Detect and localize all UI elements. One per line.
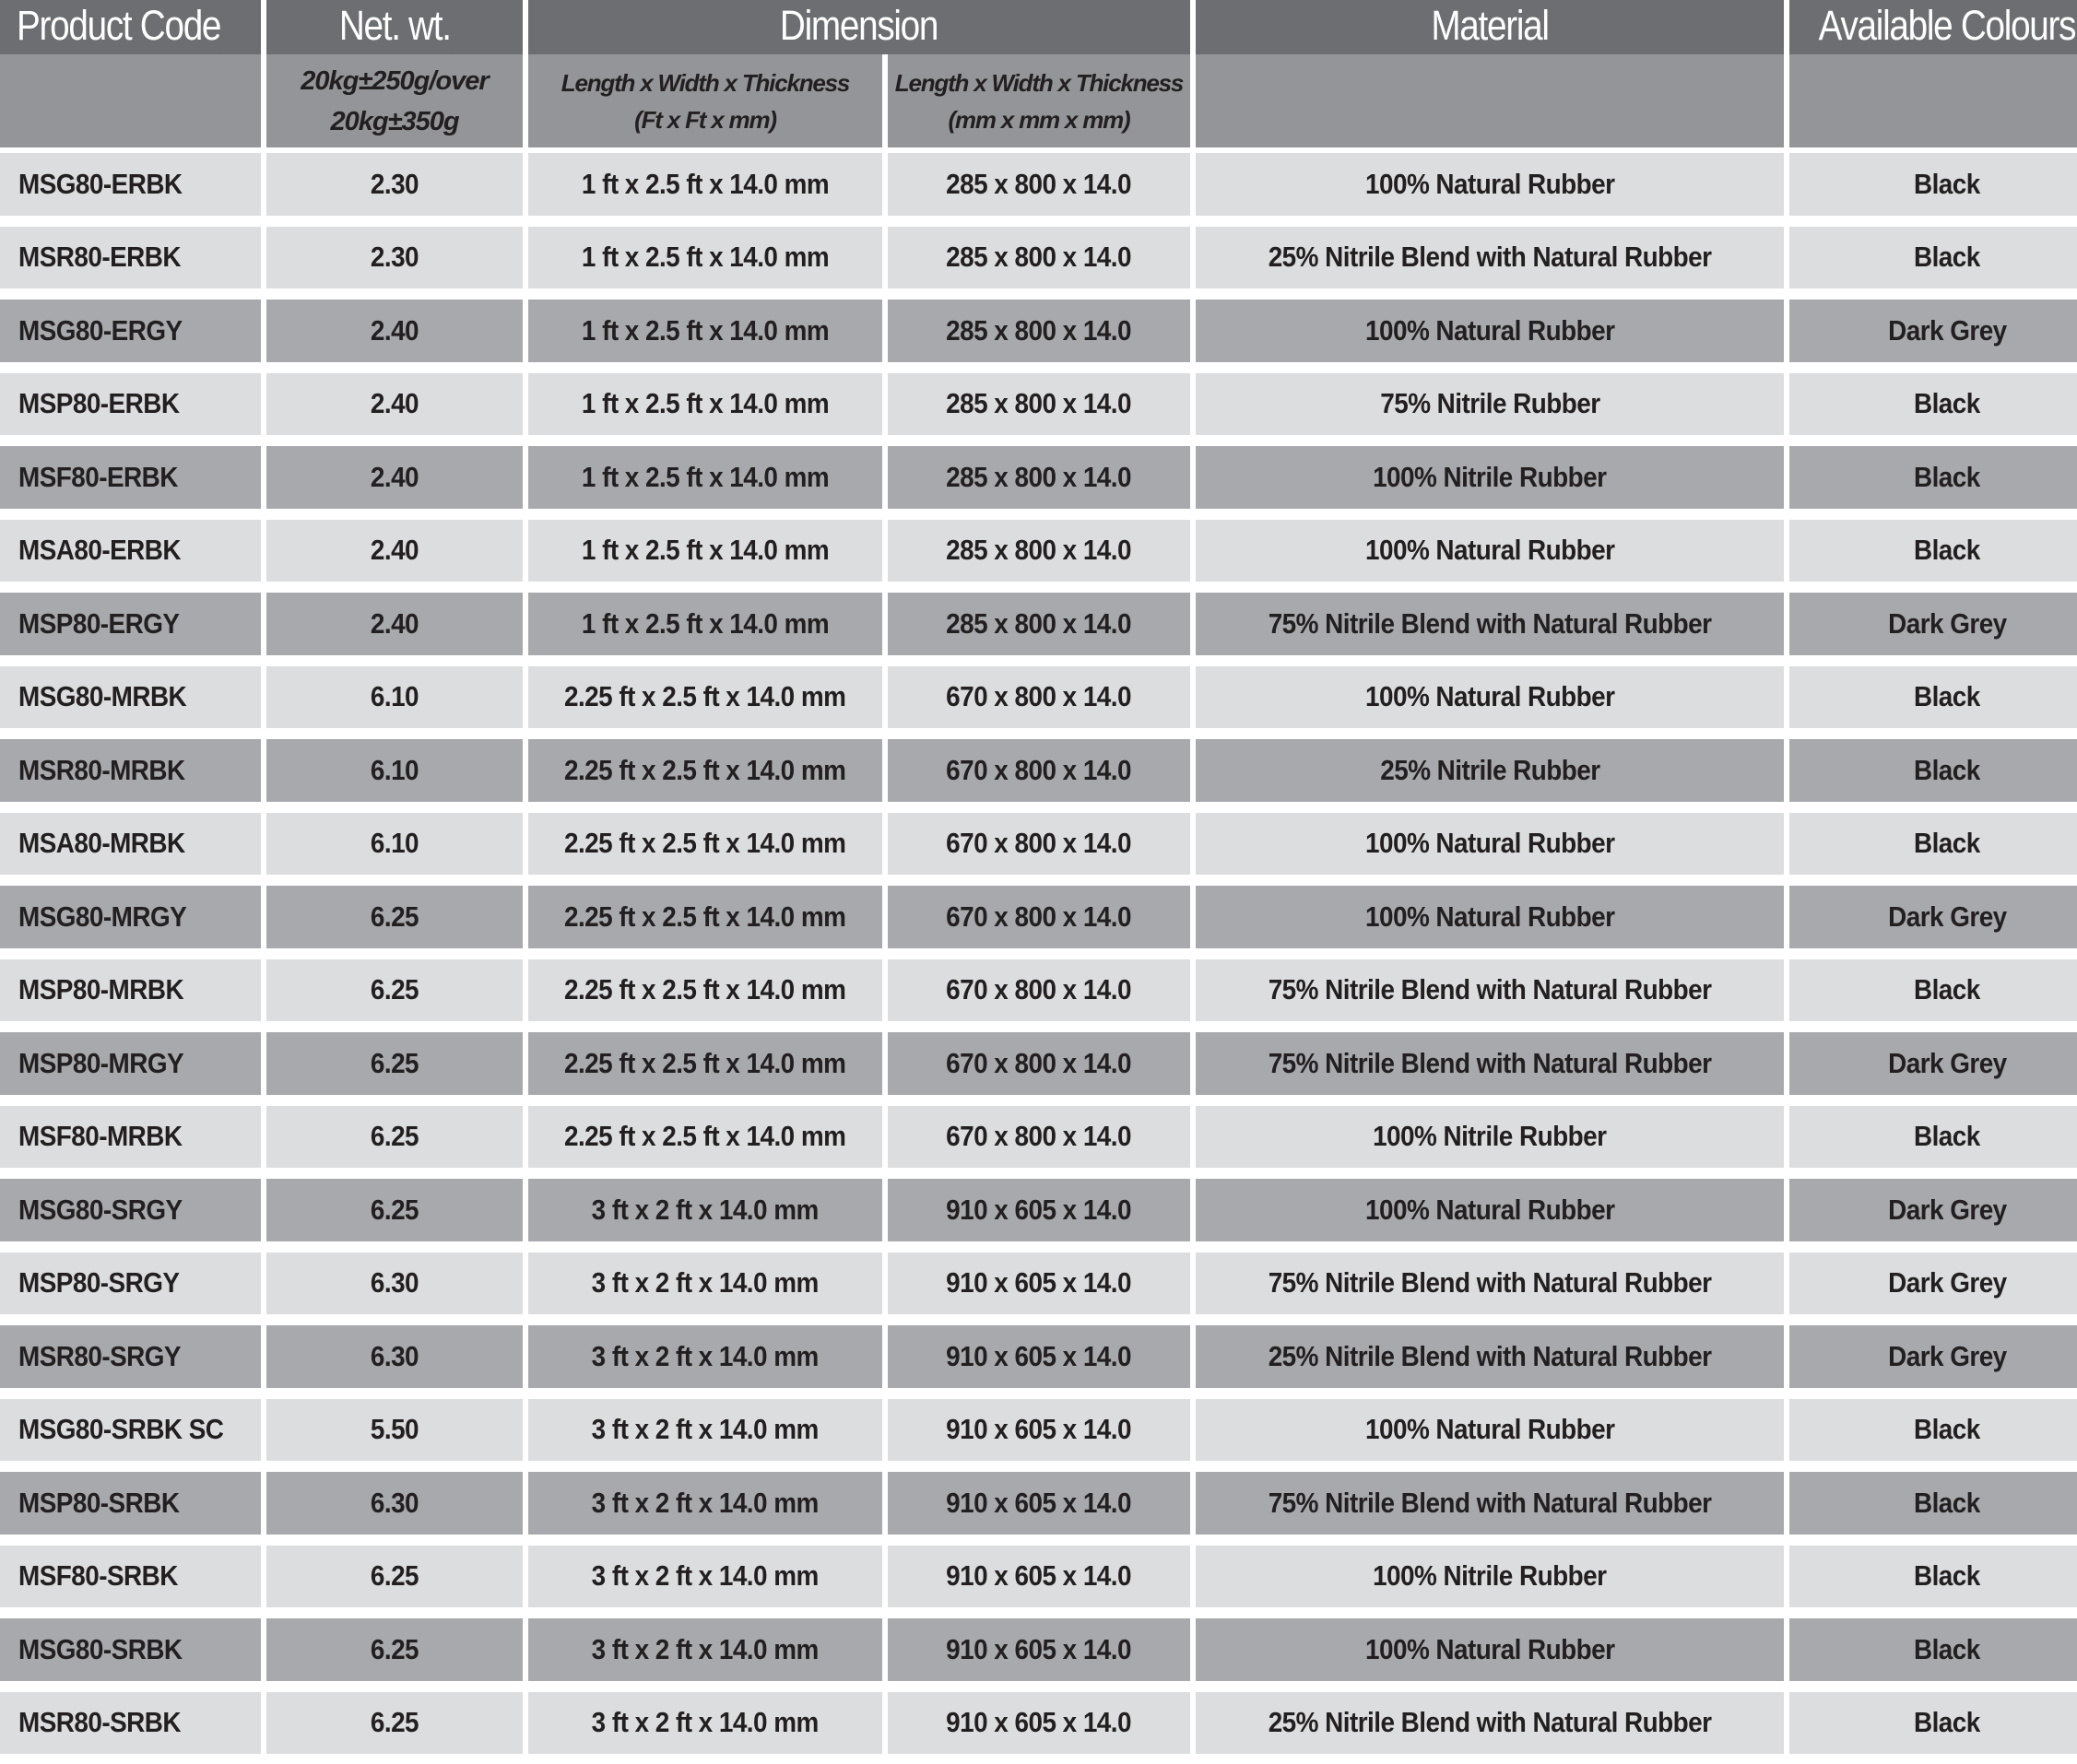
dimension-ft-cell-text: 3 ft x 2 ft x 14.0 mm (591, 1193, 820, 1226)
material-cell (1196, 959, 1784, 1022)
dimension-ft-cell (528, 1472, 882, 1535)
colour-cell-text: Black (1914, 1486, 1980, 1519)
subheader-material (1196, 54, 1784, 147)
product-code-cell (0, 520, 261, 582)
colour-cell (1789, 1618, 2077, 1681)
product-code-cell (0, 446, 261, 509)
product-code-cell-text: MSG80-MRBK (18, 680, 187, 713)
dimension-ft-cell (528, 1179, 882, 1241)
dimension-mm-cell (888, 666, 1190, 729)
material-cell-text: 25% Nitrile Blend with Natural Rubber (1268, 1339, 1712, 1372)
colour-cell-text: Black (1914, 1706, 1980, 1739)
subheader-dim-ft (528, 54, 882, 147)
product-code-cell (0, 739, 261, 802)
colour-cell-text: Black (1914, 1632, 1980, 1665)
colour-cell-text: Black (1914, 534, 1980, 567)
material-cell-text: 100% Nitrile Rubber (1373, 1120, 1607, 1153)
net-wt-cell-text: 6.30 (370, 1266, 419, 1299)
net-wt-cell-text: 6.10 (370, 680, 419, 713)
material-cell-text: 100% Natural Rubber (1364, 313, 1615, 347)
material-cell-text: 75% Nitrile Blend with Natural Rubber (1268, 1046, 1712, 1079)
colour-cell (1789, 813, 2077, 876)
material-cell (1196, 1032, 1784, 1095)
dimension-mm-cell (888, 300, 1190, 362)
material-cell (1196, 593, 1784, 655)
product-code-cell-text: MSF80-SRBK (18, 1559, 178, 1593)
dimension-mm-cell-text: 910 x 605 x 14.0 (946, 1193, 1132, 1226)
material-cell-text: 100% Natural Rubber (1364, 680, 1615, 713)
dimension-mm-cell-text: 910 x 605 x 14.0 (946, 1266, 1132, 1299)
dimension-ft-cell (528, 520, 882, 582)
material-cell-text: 75% Nitrile Blend with Natural Rubber (1268, 973, 1712, 1006)
dimension-mm-cell-text: 285 x 800 x 14.0 (946, 534, 1132, 567)
net-wt-cell-text: 2.30 (370, 167, 419, 200)
colour-cell-text: Dark Grey (1887, 313, 2007, 347)
colour-cell (1789, 373, 2077, 436)
colour-cell-text: Black (1914, 973, 1980, 1006)
net-wt-cell (266, 1472, 523, 1535)
header-available-colours: Available Colours (1819, 2, 2076, 53)
dimension-ft-cell (528, 1692, 882, 1755)
dimension-ft-cell-text: 1 ft x 2.5 ft x 14.0 mm (581, 460, 830, 493)
net-wt-cell (266, 1692, 523, 1755)
material-cell (1196, 1692, 1784, 1755)
material-cell (1196, 153, 1784, 216)
net-wt-cell-text: 2.40 (370, 606, 419, 640)
material-cell-text: 100% Nitrile Rubber (1373, 1559, 1607, 1593)
colour-cell (1789, 227, 2077, 289)
product-code-cell (0, 1399, 261, 1462)
net-wt-cell (266, 153, 523, 216)
dimension-ft-cell (528, 227, 882, 289)
net-wt-cell-text: 2.40 (370, 313, 419, 347)
dimension-ft-cell-text: 1 ft x 2.5 ft x 14.0 mm (581, 534, 830, 567)
colour-cell-text: Black (1914, 680, 1980, 713)
product-code-cell (0, 886, 261, 948)
material-cell-text: 100% Natural Rubber (1364, 1193, 1615, 1226)
material-cell (1196, 520, 1784, 582)
material-cell-text: 100% Natural Rubber (1364, 167, 1615, 200)
dimension-mm-cell (888, 959, 1190, 1022)
dimension-mm-cell-text: 670 x 800 x 14.0 (946, 680, 1132, 713)
product-code-cell-text: MSR80-SRGY (18, 1339, 181, 1372)
net-wt-cell-text: 6.10 (370, 827, 419, 860)
net-wt-cell (266, 446, 523, 509)
dimension-mm-cell-text: 910 x 605 x 14.0 (946, 1339, 1132, 1372)
colour-cell (1789, 1546, 2077, 1608)
dimension-ft-cell-text: 3 ft x 2 ft x 14.0 mm (591, 1559, 820, 1593)
product-code-cell-text: MSG80-SRBK SC (18, 1413, 224, 1446)
dimension-ft-cell (528, 446, 882, 509)
net-wt-cell-text: 2.40 (370, 387, 419, 420)
dimension-ft-cell (528, 959, 882, 1022)
product-code-cell-text: MSP80-SRGY (18, 1266, 180, 1299)
material-cell (1196, 1618, 1784, 1681)
dimension-ft-cell (528, 1252, 882, 1315)
product-code-cell-text: MSR80-ERBK (18, 241, 181, 274)
product-code-cell (0, 227, 261, 289)
net-wt-cell (266, 886, 523, 948)
colour-cell (1789, 1032, 2077, 1095)
product-code-cell (0, 1546, 261, 1608)
dimension-ft-cell-text: 2.25 ft x 2.5 ft x 14.0 mm (564, 1046, 846, 1079)
material-cell (1196, 300, 1784, 362)
net-wt-cell-text: 6.25 (370, 973, 419, 1006)
net-wt-cell (266, 227, 523, 289)
material-cell-text: 100% Natural Rubber (1364, 534, 1615, 567)
dimension-ft-cell-text: 2.25 ft x 2.5 ft x 14.0 mm (564, 827, 846, 860)
colour-cell-text: Dark Grey (1887, 1339, 2007, 1372)
subheader-net-wt-line1: 20kg±250g/over (301, 65, 489, 96)
dimension-mm-cell-text: 670 x 800 x 14.0 (946, 900, 1132, 933)
dimension-mm-cell-text: 285 x 800 x 14.0 (946, 387, 1132, 420)
material-cell (1196, 739, 1784, 802)
net-wt-cell (266, 300, 523, 362)
header-dimension-cell (528, 0, 1190, 54)
material-cell (1196, 227, 1784, 289)
product-code-cell (0, 593, 261, 655)
product-code-cell-text: MSP80-MRBK (18, 973, 184, 1006)
product-code-cell (0, 300, 261, 362)
subheader-net-wt (266, 54, 523, 147)
dimension-mm-cell-text: 285 x 800 x 14.0 (946, 241, 1132, 274)
dimension-mm-cell (888, 446, 1190, 509)
dimension-mm-cell (888, 1472, 1190, 1535)
product-code-cell (0, 959, 261, 1022)
net-wt-cell (266, 813, 523, 876)
header-available-colours-cell (1789, 0, 2077, 54)
material-cell (1196, 1399, 1784, 1462)
material-cell (1196, 1325, 1784, 1388)
net-wt-cell (266, 1618, 523, 1681)
subheader-net-wt-line2: 20kg±350g (330, 106, 459, 136)
net-wt-cell (266, 593, 523, 655)
dimension-mm-cell (888, 373, 1190, 436)
dimension-ft-cell (528, 300, 882, 362)
header-dimension: Dimension (780, 2, 938, 53)
dimension-ft-cell (528, 1325, 882, 1388)
dimension-mm-cell (888, 153, 1190, 216)
dimension-ft-cell-text: 2.25 ft x 2.5 ft x 14.0 mm (564, 753, 846, 786)
dimension-mm-cell-text: 670 x 800 x 14.0 (946, 1046, 1132, 1079)
material-cell-text: 100% Natural Rubber (1364, 900, 1615, 933)
material-cell-text: 75% Nitrile Blend with Natural Rubber (1268, 1266, 1712, 1299)
product-code-cell-text: MSP80-ERGY (18, 606, 180, 640)
dimension-ft-cell-text: 2.25 ft x 2.5 ft x 14.0 mm (564, 1120, 846, 1153)
product-code-cell-text: MSP80-SRBK (18, 1486, 180, 1519)
product-code-cell-text: MSA80-ERBK (18, 534, 181, 567)
colour-cell (1789, 1399, 2077, 1462)
dimension-ft-cell (528, 886, 882, 948)
dimension-mm-cell-text: 670 x 800 x 14.0 (946, 1120, 1132, 1153)
colour-cell-text: Black (1914, 1120, 1980, 1153)
dimension-ft-cell (528, 813, 882, 876)
dimension-ft-cell-text: 1 ft x 2.5 ft x 14.0 mm (581, 387, 830, 420)
material-cell-text: 100% Natural Rubber (1364, 827, 1615, 860)
material-cell (1196, 1472, 1784, 1535)
dimension-ft-cell-text: 3 ft x 2 ft x 14.0 mm (591, 1632, 820, 1665)
net-wt-cell (266, 1325, 523, 1388)
subheader-dim-mm-line1: Length x Width x Thickness (894, 68, 1184, 97)
colour-cell (1789, 520, 2077, 582)
product-code-cell (0, 813, 261, 876)
material-cell (1196, 886, 1784, 948)
product-code-cell (0, 1252, 261, 1315)
net-wt-cell (266, 1032, 523, 1095)
dimension-mm-cell (888, 1252, 1190, 1315)
dimension-mm-cell-text: 670 x 800 x 14.0 (946, 753, 1132, 786)
subheader-dim-ft-line1: Length x Width x Thickness (561, 68, 850, 97)
dimension-ft-cell (528, 739, 882, 802)
material-cell-text: 75% Nitrile Blend with Natural Rubber (1268, 1486, 1712, 1519)
subheader-available-colours (1789, 54, 2077, 147)
net-wt-cell-text: 6.25 (370, 1559, 419, 1593)
net-wt-cell-text: 6.25 (370, 1046, 419, 1079)
colour-cell (1789, 739, 2077, 802)
net-wt-cell-text: 6.25 (370, 1193, 419, 1226)
dimension-ft-cell (528, 1032, 882, 1095)
material-cell (1196, 1546, 1784, 1608)
material-cell-text: 75% Nitrile Blend with Natural Rubber (1268, 606, 1712, 640)
net-wt-cell-text: 6.30 (370, 1339, 419, 1372)
dimension-mm-cell-text: 910 x 605 x 14.0 (946, 1559, 1132, 1593)
colour-cell (1789, 1472, 2077, 1535)
subheader-dim-mm-line2: (mm x mm x mm) (948, 105, 1130, 134)
colour-cell-text: Black (1914, 827, 1980, 860)
product-code-cell (0, 666, 261, 729)
colour-cell (1789, 153, 2077, 216)
colour-cell (1789, 1179, 2077, 1241)
dimension-mm-cell-text: 285 x 800 x 14.0 (946, 167, 1132, 200)
net-wt-cell (266, 520, 523, 582)
dimension-mm-cell (888, 739, 1190, 802)
net-wt-cell (266, 666, 523, 729)
colour-cell (1789, 1692, 2077, 1755)
colour-cell-text: Dark Grey (1887, 606, 2007, 640)
product-code-cell-text: MSF80-ERBK (18, 460, 178, 493)
header-net-wt-cell (266, 0, 523, 54)
colour-cell-text: Dark Grey (1887, 1193, 2007, 1226)
product-code-cell-text: MSG80-SRBK (18, 1632, 183, 1665)
product-code-cell-text: MSR80-MRBK (18, 753, 185, 786)
dimension-ft-cell (528, 593, 882, 655)
material-cell-text: 100% Nitrile Rubber (1373, 460, 1607, 493)
net-wt-cell-text: 2.40 (370, 534, 419, 567)
product-code-cell (0, 1325, 261, 1388)
net-wt-cell (266, 1252, 523, 1315)
colour-cell-text: Black (1914, 753, 1980, 786)
material-cell-text: 75% Nitrile Rubber (1379, 387, 1600, 420)
net-wt-cell (266, 1106, 523, 1169)
colour-cell-text: Black (1914, 1413, 1980, 1446)
colour-cell-text: Dark Grey (1887, 900, 2007, 933)
colour-cell (1789, 446, 2077, 509)
dimension-mm-cell-text: 285 x 800 x 14.0 (946, 460, 1132, 493)
product-code-cell (0, 1692, 261, 1755)
net-wt-cell (266, 1546, 523, 1608)
dimension-mm-cell (888, 813, 1190, 876)
dimension-ft-cell (528, 1546, 882, 1608)
product-code-cell (0, 373, 261, 436)
product-code-cell-text: MSG80-ERGY (18, 313, 183, 347)
dimension-mm-cell (888, 1106, 1190, 1169)
dimension-ft-cell-text: 1 ft x 2.5 ft x 14.0 mm (581, 606, 830, 640)
net-wt-cell-text: 2.30 (370, 241, 419, 274)
net-wt-cell-text: 2.40 (370, 460, 419, 493)
subheader-product-code (0, 54, 261, 147)
colour-cell (1789, 1252, 2077, 1315)
subheader-dim-ft-line2: (Ft x Ft x mm) (634, 105, 776, 134)
header-material-cell (1196, 0, 1784, 54)
header-material: Material (1431, 2, 1548, 53)
colour-cell-text: Black (1914, 460, 1980, 493)
dimension-mm-cell-text: 910 x 605 x 14.0 (946, 1413, 1132, 1446)
net-wt-cell (266, 1399, 523, 1462)
net-wt-cell-text: 6.10 (370, 753, 419, 786)
net-wt-cell (266, 373, 523, 436)
dimension-mm-cell (888, 1692, 1190, 1755)
dimension-ft-cell-text: 2.25 ft x 2.5 ft x 14.0 mm (564, 900, 846, 933)
product-code-cell-text: MSP80-ERBK (18, 387, 180, 420)
product-code-cell (0, 1106, 261, 1169)
dimension-mm-cell-text: 910 x 605 x 14.0 (946, 1632, 1132, 1665)
dimension-mm-cell-text: 670 x 800 x 14.0 (946, 827, 1132, 860)
colour-cell (1789, 959, 2077, 1022)
product-code-cell (0, 153, 261, 216)
material-cell (1196, 1106, 1784, 1169)
dimension-ft-cell (528, 153, 882, 216)
header-net-wt: Net. wt. (339, 2, 451, 53)
dimension-mm-cell (888, 1546, 1190, 1608)
material-cell-text: 25% Nitrile Blend with Natural Rubber (1268, 1706, 1712, 1739)
net-wt-cell-text: 6.25 (370, 1706, 419, 1739)
subheader-dim-mm (888, 54, 1190, 147)
material-cell-text: 25% Nitrile Rubber (1379, 753, 1600, 786)
dimension-mm-cell (888, 593, 1190, 655)
dimension-ft-cell-text: 3 ft x 2 ft x 14.0 mm (591, 1339, 820, 1372)
net-wt-cell (266, 959, 523, 1022)
dimension-ft-cell (528, 1399, 882, 1462)
dimension-ft-cell-text: 1 ft x 2.5 ft x 14.0 mm (581, 167, 830, 200)
dimension-mm-cell-text: 910 x 605 x 14.0 (946, 1486, 1132, 1519)
product-code-cell (0, 1032, 261, 1095)
header-product-code: Product Code (17, 2, 220, 53)
colour-cell (1789, 1106, 2077, 1169)
net-wt-cell-text: 6.25 (370, 1632, 419, 1665)
product-code-cell-text: MSG80-MRGY (18, 900, 187, 933)
dimension-ft-cell (528, 1106, 882, 1169)
product-code-cell-text: MSP80-MRGY (18, 1046, 184, 1079)
dimension-mm-cell (888, 1032, 1190, 1095)
material-cell (1196, 1252, 1784, 1315)
product-code-cell (0, 1618, 261, 1681)
dimension-ft-cell-text: 3 ft x 2 ft x 14.0 mm (591, 1266, 820, 1299)
product-code-cell (0, 1472, 261, 1535)
dimension-ft-cell-text: 2.25 ft x 2.5 ft x 14.0 mm (564, 973, 846, 1006)
material-cell-text: 100% Natural Rubber (1364, 1413, 1615, 1446)
product-code-cell-text: MSF80-MRBK (18, 1120, 183, 1153)
dimension-mm-cell-text: 285 x 800 x 14.0 (946, 313, 1132, 347)
product-code-cell-text: MSA80-MRBK (18, 827, 185, 860)
colour-cell-text: Black (1914, 387, 1980, 420)
dimension-mm-cell (888, 227, 1190, 289)
header-product-code-cell (0, 0, 261, 54)
colour-cell-text: Dark Grey (1887, 1046, 2007, 1079)
dimension-ft-cell-text: 3 ft x 2 ft x 14.0 mm (591, 1413, 820, 1446)
colour-cell (1789, 593, 2077, 655)
dimension-mm-cell (888, 1179, 1190, 1241)
colour-cell-text: Dark Grey (1887, 1266, 2007, 1299)
dimension-mm-cell (888, 886, 1190, 948)
dimension-ft-cell (528, 1618, 882, 1681)
colour-cell (1789, 886, 2077, 948)
colour-cell-text: Black (1914, 241, 1980, 274)
dimension-mm-cell-text: 285 x 800 x 14.0 (946, 606, 1132, 640)
dimension-ft-cell-text: 1 ft x 2.5 ft x 14.0 mm (581, 313, 830, 347)
net-wt-cell-text: 6.25 (370, 900, 419, 933)
material-cell (1196, 373, 1784, 436)
dimension-ft-cell-text: 1 ft x 2.5 ft x 14.0 mm (581, 241, 830, 274)
product-code-cell-text: MSR80-SRBK (18, 1706, 181, 1739)
dimension-mm-cell (888, 1325, 1190, 1388)
colour-cell-text: Black (1914, 167, 1980, 200)
colour-cell (1789, 1325, 2077, 1388)
dimension-ft-cell-text: 2.25 ft x 2.5 ft x 14.0 mm (564, 680, 846, 713)
net-wt-cell-text: 6.25 (370, 1120, 419, 1153)
colour-cell (1789, 300, 2077, 362)
material-cell (1196, 666, 1784, 729)
net-wt-cell (266, 739, 523, 802)
material-cell (1196, 813, 1784, 876)
dimension-mm-cell-text: 910 x 605 x 14.0 (946, 1706, 1132, 1739)
dimension-mm-cell (888, 1399, 1190, 1462)
dimension-ft-cell-text: 3 ft x 2 ft x 14.0 mm (591, 1706, 820, 1739)
product-code-cell (0, 1179, 261, 1241)
net-wt-cell-text: 5.50 (370, 1413, 419, 1446)
net-wt-cell-text: 6.30 (370, 1486, 419, 1519)
dimension-mm-cell (888, 1618, 1190, 1681)
material-cell (1196, 446, 1784, 509)
material-cell-text: 100% Natural Rubber (1364, 1632, 1615, 1665)
net-wt-cell (266, 1179, 523, 1241)
dimension-mm-cell-text: 670 x 800 x 14.0 (946, 973, 1132, 1006)
colour-cell-text: Black (1914, 1559, 1980, 1593)
material-cell-text: 25% Nitrile Blend with Natural Rubber (1268, 241, 1712, 274)
dimension-ft-cell (528, 666, 882, 729)
product-code-cell-text: MSG80-ERBK (18, 167, 183, 200)
material-cell (1196, 1179, 1784, 1241)
dimension-ft-cell-text: 3 ft x 2 ft x 14.0 mm (591, 1486, 820, 1519)
product-code-cell-text: MSG80-SRGY (18, 1193, 183, 1226)
dimension-ft-cell (528, 373, 882, 436)
colour-cell (1789, 666, 2077, 729)
dimension-mm-cell (888, 520, 1190, 582)
